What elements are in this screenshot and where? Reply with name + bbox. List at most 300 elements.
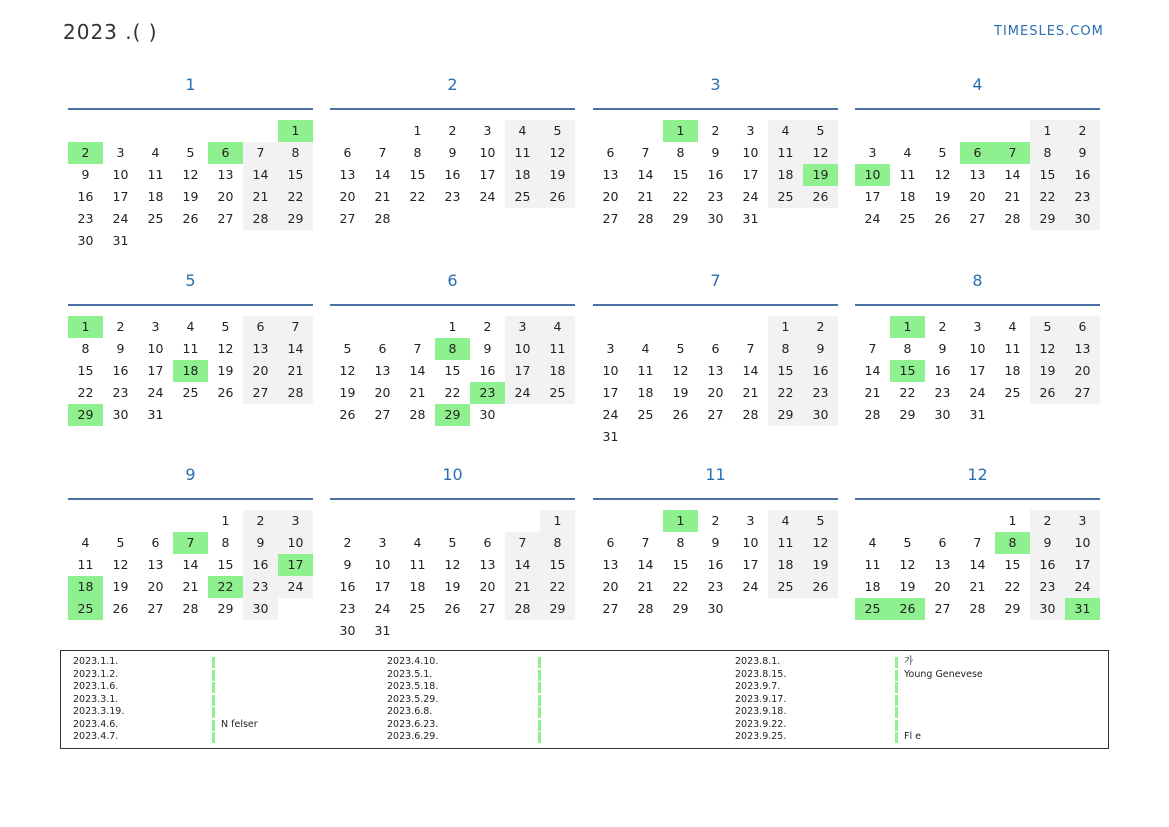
holiday-day-cell: 19 (803, 164, 838, 186)
day-cell: 12 (540, 142, 575, 164)
day-cell: 10 (278, 532, 313, 554)
day-cell: 9 (1065, 142, 1100, 164)
day-cell: 26 (803, 186, 838, 208)
holiday-day-cell: 31 (1065, 598, 1100, 620)
day-cell: 3 (746, 513, 755, 528)
day-cell: 4 (868, 535, 877, 550)
day-cell: 30 (934, 407, 951, 422)
day-cell: 12 (444, 557, 461, 572)
day-cell: 16 (1030, 554, 1065, 576)
day-cell: 29 (217, 601, 234, 616)
day-cell: 7 (746, 341, 755, 356)
day-cell: 21 (742, 385, 759, 400)
month-name: 8 (972, 271, 983, 290)
day-cell: 9 (711, 535, 720, 550)
day-cell: 29 (672, 211, 689, 226)
day-cell: 14 (742, 363, 759, 378)
day-cell: 23 (934, 385, 951, 400)
day-cell: 28 (1004, 211, 1021, 226)
legend-date: 2023.4.7. (73, 731, 119, 742)
day-cell: 10 (969, 341, 986, 356)
site-brand[interactable]: TIMESLES.COM (994, 24, 1104, 39)
day-cell: 16 (934, 363, 951, 378)
day-cell: 22 (672, 579, 689, 594)
day-cell: 10 (1065, 532, 1100, 554)
day-cell: 16 (707, 167, 724, 182)
day-cell: 5 (448, 535, 457, 550)
day-cell: 5 (938, 145, 947, 160)
day-cell: 15 (278, 164, 313, 186)
day-cell: 29 (768, 404, 803, 426)
day-cell: 1 (768, 316, 803, 338)
day-cell: 24 (112, 211, 129, 226)
legend-marker (212, 695, 215, 706)
day-cell: 11 (899, 167, 916, 182)
day-cell: 25 (768, 576, 803, 598)
legend-date: 2023.1.1. (73, 656, 119, 667)
day-cell: 7 (641, 145, 650, 160)
day-cell: 22 (672, 189, 689, 204)
day-cell: 3 (505, 316, 540, 338)
day-cell: 26 (672, 407, 689, 422)
month-name: 5 (185, 271, 196, 290)
day-cell: 19 (182, 189, 199, 204)
legend-marker (538, 670, 541, 681)
day-cell: 6 (606, 145, 615, 160)
day-cell: 27 (374, 407, 391, 422)
day-cell: 10 (147, 341, 164, 356)
holiday-day-cell: 1 (68, 316, 103, 338)
month-divider (68, 304, 313, 306)
day-cell: 27 (707, 407, 724, 422)
holiday-day-cell: 1 (278, 120, 313, 142)
day-cell: 15 (540, 554, 575, 576)
day-cell: 26 (934, 211, 951, 226)
holiday-day-cell: 23 (470, 382, 505, 404)
day-cell: 26 (217, 385, 234, 400)
day-cell: 22 (409, 189, 426, 204)
day-cell: 19 (672, 385, 689, 400)
day-cell: 6 (483, 535, 492, 550)
day-cell: 28 (374, 211, 391, 226)
day-cell: 15 (217, 557, 234, 572)
day-cell: 13 (479, 557, 496, 572)
legend-marker (895, 682, 898, 693)
day-cell: 25 (899, 211, 916, 226)
day-cell: 21 (969, 579, 986, 594)
day-cell: 14 (864, 363, 881, 378)
day-cell: 24 (742, 579, 759, 594)
day-cell: 3 (151, 319, 160, 334)
day-cell: 15 (1030, 164, 1065, 186)
day-cell: 12 (1030, 338, 1065, 360)
day-cell: 28 (505, 598, 540, 620)
day-cell: 11 (77, 557, 94, 572)
day-cell: 28 (243, 208, 278, 230)
day-cell: 3 (606, 341, 615, 356)
holiday-day-cell: 29 (68, 404, 103, 426)
month-name: 12 (967, 465, 988, 484)
day-cell: 3 (278, 510, 313, 532)
legend-date: 2023.1.6. (73, 681, 119, 692)
day-cell: 25 (182, 385, 199, 400)
day-cell: 8 (676, 145, 685, 160)
month-divider (330, 498, 575, 500)
day-cell: 2 (711, 123, 720, 138)
day-cell: 29 (1004, 601, 1021, 616)
day-cell: 17 (864, 189, 881, 204)
month-name: 4 (972, 75, 983, 94)
month-divider (330, 304, 575, 306)
legend-marker (538, 720, 541, 731)
legend-marker (212, 720, 215, 731)
day-cell: 14 (243, 164, 278, 186)
day-cell: 26 (803, 576, 838, 598)
day-cell: 5 (676, 341, 685, 356)
day-cell: 20 (217, 189, 234, 204)
day-cell: 23 (1030, 576, 1065, 598)
day-cell: 14 (182, 557, 199, 572)
day-cell: 1 (221, 513, 230, 528)
holiday-day-cell: 18 (173, 360, 208, 382)
day-cell: 6 (711, 341, 720, 356)
day-cell: 4 (641, 341, 650, 356)
day-cell: 19 (217, 363, 234, 378)
day-cell: 4 (1008, 319, 1017, 334)
holiday-day-cell: 1 (890, 316, 925, 338)
day-cell: 16 (803, 360, 838, 382)
day-cell: 22 (278, 186, 313, 208)
day-cell: 17 (112, 189, 129, 204)
day-cell: 2 (1030, 510, 1065, 532)
month-name: 9 (185, 465, 196, 484)
holiday-day-cell: 7 (173, 532, 208, 554)
day-cell: 16 (1065, 164, 1100, 186)
legend-date: 2023.8.1. (735, 656, 781, 667)
day-cell: 19 (803, 554, 838, 576)
day-cell: 4 (413, 535, 422, 550)
day-cell: 19 (444, 579, 461, 594)
day-cell: 21 (1004, 189, 1021, 204)
day-cell: 1 (413, 123, 422, 138)
day-cell: 5 (186, 145, 195, 160)
day-cell: 2 (243, 510, 278, 532)
day-cell: 7 (413, 341, 422, 356)
legend-marker (212, 670, 215, 681)
day-cell: 31 (742, 211, 759, 226)
day-cell: 7 (973, 535, 982, 550)
day-cell: 17 (147, 363, 164, 378)
day-cell: 13 (217, 167, 234, 182)
day-cell: 11 (505, 142, 540, 164)
holiday-day-cell: 2 (68, 142, 103, 164)
day-cell: 12 (803, 532, 838, 554)
day-cell: 8 (81, 341, 90, 356)
day-cell: 27 (217, 211, 234, 226)
day-cell: 27 (147, 601, 164, 616)
legend-marker (212, 657, 215, 668)
day-cell: 27 (339, 211, 356, 226)
day-cell: 20 (602, 189, 619, 204)
day-cell: 11 (1004, 341, 1021, 356)
day-cell: 14 (637, 557, 654, 572)
day-cell: 25 (147, 211, 164, 226)
holiday-legend (60, 650, 1109, 749)
day-cell: 26 (444, 601, 461, 616)
day-cell: 17 (742, 557, 759, 572)
day-cell: 21 (637, 189, 654, 204)
day-cell: 28 (409, 407, 426, 422)
day-cell: 18 (768, 164, 803, 186)
day-cell: 14 (637, 167, 654, 182)
day-cell: 25 (768, 186, 803, 208)
day-cell: 23 (339, 601, 356, 616)
month-name: 3 (710, 75, 721, 94)
day-cell: 11 (540, 338, 575, 360)
day-cell: 15 (672, 557, 689, 572)
day-cell: 4 (768, 120, 803, 142)
page-title: 2023 .( ) (63, 20, 158, 44)
day-cell: 5 (343, 341, 352, 356)
day-cell: 9 (343, 557, 352, 572)
day-cell: 21 (864, 385, 881, 400)
legend-marker (895, 720, 898, 731)
day-cell: 15 (1004, 557, 1021, 572)
holiday-day-cell: 15 (890, 360, 925, 382)
day-cell: 19 (112, 579, 129, 594)
legend-date: 2023.5.29. (387, 693, 439, 705)
legend-date: 2023.3.19. (73, 706, 125, 717)
day-cell: 20 (339, 189, 356, 204)
legend-marker (212, 732, 215, 743)
holiday-day-cell: 8 (995, 532, 1030, 554)
day-cell: 16 (479, 363, 496, 378)
day-cell: 4 (151, 145, 160, 160)
day-cell: 11 (864, 557, 881, 572)
holiday-day-cell: 7 (995, 142, 1030, 164)
day-cell: 24 (864, 211, 881, 226)
day-cell: 11 (768, 532, 803, 554)
day-cell: 5 (903, 535, 912, 550)
day-cell: 31 (602, 429, 619, 444)
day-cell: 10 (742, 145, 759, 160)
day-cell: 23 (444, 189, 461, 204)
day-cell: 12 (217, 341, 234, 356)
day-cell: 31 (112, 233, 129, 248)
day-cell: 24 (969, 385, 986, 400)
day-cell: 23 (243, 576, 278, 598)
month-divider (593, 108, 838, 110)
day-cell: 12 (803, 142, 838, 164)
month-name: 1 (185, 75, 196, 94)
month-divider (855, 108, 1100, 110)
legend-holiday-name: Young Genevese (904, 668, 983, 680)
day-cell: 21 (243, 186, 278, 208)
day-cell: 5 (116, 535, 125, 550)
day-cell: 1 (540, 510, 575, 532)
day-cell: 3 (483, 123, 492, 138)
day-cell: 17 (374, 579, 391, 594)
day-cell: 20 (1065, 360, 1100, 382)
day-cell: 3 (746, 123, 755, 138)
month-divider (593, 498, 838, 500)
holiday-day-cell: 22 (208, 576, 243, 598)
day-cell: 24 (278, 576, 313, 598)
day-cell: 23 (803, 382, 838, 404)
day-cell: 23 (77, 211, 94, 226)
day-cell: 30 (77, 233, 94, 248)
day-cell: 31 (147, 407, 164, 422)
day-cell: 28 (637, 211, 654, 226)
day-cell: 12 (182, 167, 199, 182)
day-cell: 18 (409, 579, 426, 594)
day-cell: 16 (243, 554, 278, 576)
month-divider (68, 498, 313, 500)
day-cell: 21 (409, 385, 426, 400)
day-cell: 23 (1065, 186, 1100, 208)
day-cell: 31 (374, 623, 391, 638)
day-cell: 3 (116, 145, 125, 160)
day-cell: 18 (147, 189, 164, 204)
legend-marker (538, 732, 541, 743)
day-cell: 17 (602, 385, 619, 400)
day-cell: 22 (1030, 186, 1065, 208)
day-cell: 23 (112, 385, 129, 400)
day-cell: 26 (112, 601, 129, 616)
day-cell: 3 (1065, 510, 1100, 532)
day-cell: 10 (742, 535, 759, 550)
day-cell: 10 (505, 338, 540, 360)
day-cell: 20 (969, 189, 986, 204)
day-cell: 25 (540, 382, 575, 404)
day-cell: 14 (505, 554, 540, 576)
day-cell: 24 (602, 407, 619, 422)
day-cell: 12 (339, 363, 356, 378)
day-cell: 8 (540, 532, 575, 554)
day-cell: 13 (243, 338, 278, 360)
day-cell: 2 (343, 535, 352, 550)
day-cell: 24 (147, 385, 164, 400)
day-cell: 18 (899, 189, 916, 204)
holiday-day-cell: 6 (960, 142, 995, 164)
day-cell: 29 (278, 208, 313, 230)
holiday-day-cell: 26 (890, 598, 925, 620)
day-cell: 15 (409, 167, 426, 182)
legend-date: 2023.5.18. (387, 681, 439, 692)
month-name: 7 (710, 271, 721, 290)
day-cell: 14 (969, 557, 986, 572)
day-cell: 4 (186, 319, 195, 334)
day-cell: 2 (448, 123, 457, 138)
day-cell: 1 (448, 319, 457, 334)
day-cell: 20 (602, 579, 619, 594)
day-cell: 11 (147, 167, 164, 182)
day-cell: 16 (339, 579, 356, 594)
day-cell: 8 (221, 535, 230, 550)
legend-date: 2023.4.10. (387, 656, 439, 667)
day-cell: 6 (151, 535, 160, 550)
day-cell: 15 (444, 363, 461, 378)
day-cell: 15 (672, 167, 689, 182)
day-cell: 28 (742, 407, 759, 422)
day-cell: 12 (112, 557, 129, 572)
holiday-day-cell: 25 (68, 598, 103, 620)
day-cell: 2 (938, 319, 947, 334)
day-cell: 18 (1004, 363, 1021, 378)
day-cell: 28 (182, 601, 199, 616)
day-cell: 10 (479, 145, 496, 160)
day-cell: 28 (969, 601, 986, 616)
day-cell: 30 (803, 404, 838, 426)
day-cell: 13 (602, 167, 619, 182)
day-cell: 22 (540, 576, 575, 598)
day-cell: 13 (707, 363, 724, 378)
day-cell: 27 (969, 211, 986, 226)
day-cell: 24 (505, 382, 540, 404)
legend-marker (895, 670, 898, 681)
legend-holiday-name: N felser (221, 718, 258, 730)
day-cell: 12 (934, 167, 951, 182)
day-cell: 17 (969, 363, 986, 378)
day-cell: 13 (339, 167, 356, 182)
day-cell: 30 (1030, 598, 1065, 620)
legend-date: 2023.8.15. (735, 668, 787, 680)
day-cell: 20 (479, 579, 496, 594)
day-cell: 6 (343, 145, 352, 160)
day-cell: 14 (374, 167, 391, 182)
day-cell: 22 (899, 385, 916, 400)
day-cell: 6 (1065, 316, 1100, 338)
day-cell: 26 (182, 211, 199, 226)
day-cell: 22 (768, 382, 803, 404)
legend-date: 2023.9.18. (735, 706, 787, 717)
day-cell: 30 (339, 623, 356, 638)
legend-date: 2023.3.1. (73, 693, 119, 705)
day-cell: 21 (374, 189, 391, 204)
month-name: 2 (447, 75, 458, 94)
day-cell: 19 (1030, 360, 1065, 382)
day-cell: 3 (378, 535, 387, 550)
day-cell: 7 (278, 316, 313, 338)
day-cell: 11 (409, 557, 426, 572)
day-cell: 9 (243, 532, 278, 554)
day-cell: 21 (637, 579, 654, 594)
day-cell: 26 (1030, 382, 1065, 404)
day-cell: 30 (707, 211, 724, 226)
month-divider (855, 498, 1100, 500)
legend-date: 2023.6.8. (387, 706, 433, 717)
day-cell: 18 (768, 554, 803, 576)
legend-marker (895, 695, 898, 706)
legend-marker (538, 695, 541, 706)
day-cell: 9 (1030, 532, 1065, 554)
day-cell: 8 (278, 142, 313, 164)
day-cell: 25 (409, 601, 426, 616)
day-cell: 14 (278, 338, 313, 360)
day-cell: 18 (637, 385, 654, 400)
day-cell: 30 (243, 598, 278, 620)
legend-marker (538, 682, 541, 693)
day-cell: 5 (540, 120, 575, 142)
day-cell: 9 (803, 338, 838, 360)
day-cell: 27 (934, 601, 951, 616)
legend-marker (895, 657, 898, 668)
day-cell: 18 (540, 360, 575, 382)
legend-marker (895, 707, 898, 718)
legend-holiday-name: Fl e (904, 731, 921, 742)
legend-date: 2023.9.22. (735, 718, 787, 730)
day-cell: 8 (903, 341, 912, 356)
